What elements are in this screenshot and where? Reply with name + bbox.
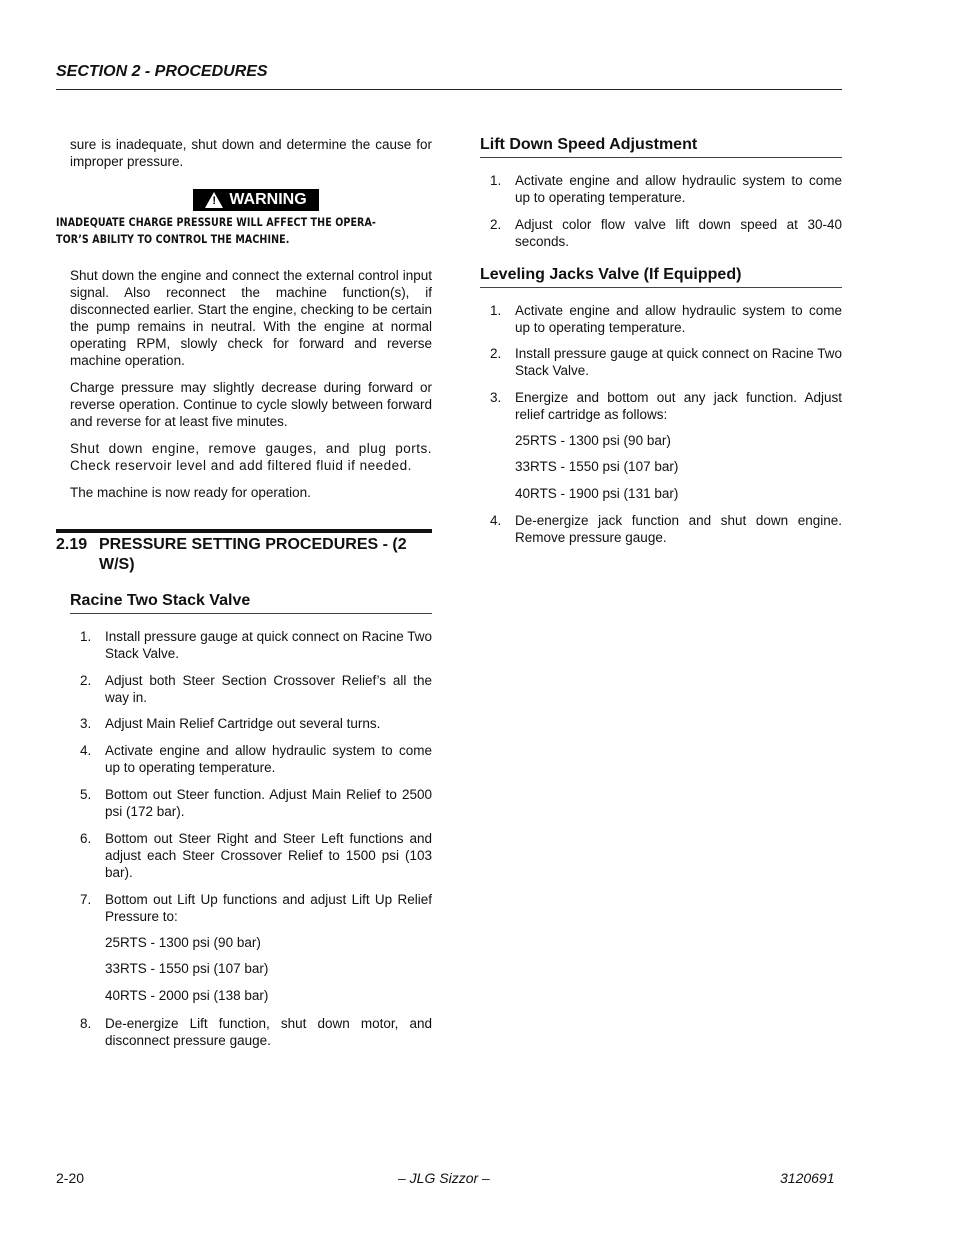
list-item: 4. De-energize jack function and shut down engine. Remove pressure gauge. <box>490 513 842 545</box>
section-header: SECTION 2 - PROCEDURES <box>56 63 842 90</box>
pressure-value: 33RTS - 1550 psi (107 bar) <box>105 961 269 976</box>
list-item: 3. Energize and bottom out any jack function. Adjust relief cartridge as follows: <box>490 390 842 422</box>
list-item: 1. Activate engine and allow hydraulic system to come up to operating temperature. <box>490 173 842 205</box>
list-item: 1. Activate engine and allow hydraulic system to come up to operating temperature. <box>490 303 842 335</box>
list-item: 7. Bottom out Lift Up functions and adjust Lift Up Relief Pressure to: <box>80 892 432 924</box>
pressure-value: 33RTS - 1550 psi (107 bar) <box>515 459 679 474</box>
footer-title: – JLG Sizzor – <box>398 1170 490 1186</box>
list-item: 1. Install pressure gauge at quick connect on Racine Two Stack Valve. <box>80 629 432 661</box>
warning-label: WARNING <box>229 191 307 208</box>
section-title-line2: W/S) <box>99 556 135 573</box>
paragraph-shutdown: Shut down the engine and connect the external control input signal. Also reconnect the machine function(s), if disconnected earlier. Start the engine, checking to be certain the pump remains in neutral. With the engine at normal operating RPM, slowly check for forward and reverse machine operation. <box>70 268 432 368</box>
leveling-jacks-heading: Leveling Jacks Valve (If Equipped) <box>480 266 842 288</box>
list-item: 2. Adjust color flow valve lift down speed at 30-40 seconds. <box>490 217 842 249</box>
intro-paragraph: sure is inadequate, shut down and determine the cause for improper pressure. <box>70 137 432 169</box>
list-item: 2. Adjust both Steer Section Crossover Relief’s all the way in. <box>80 673 432 705</box>
page-number: 2-20 <box>56 1170 85 1186</box>
pressure-value: 40RTS - 2000 psi (138 bar) <box>105 988 269 1003</box>
warning-text: INADEQUATE CHARGE PRESSURE WILL AFFECT THE OPERA-TOR’S ABILITY TO CONTROL THE MACHINE. <box>56 215 376 246</box>
list-item: 6. Bottom out Steer Right and Steer Left functions and adjust each Steer Crossover Relief to 1500 psi (103 bar). <box>80 831 432 880</box>
section-number: 2.19 <box>56 536 88 553</box>
pressure-value: 40RTS - 1900 psi (131 bar) <box>515 486 679 501</box>
warning-badge <box>193 189 319 211</box>
list-item: 3. Adjust Main Relief Cartridge out several turns. <box>80 716 381 731</box>
pressure-value: 25RTS - 1300 psi (90 bar) <box>515 433 671 448</box>
list-item: 2. Install pressure gauge at quick connect on Racine Two Stack Valve. <box>490 346 842 378</box>
section-title <box>56 535 432 575</box>
pressure-value: 25RTS - 1300 psi (90 bar) <box>105 935 261 950</box>
list-item: 8. De-energize Lift function, shut down motor, and disconnect pressure gauge. <box>80 1016 432 1048</box>
paragraph-remove-gauges: Shut down engine, remove gauges, and plug ports. Check reservoir level and add filtered fluid if needed. <box>70 441 432 473</box>
list-item: 4. Activate engine and allow hydraulic system to come up to operating temperature. <box>80 743 432 775</box>
document-number: 3120691 <box>780 1170 835 1186</box>
paragraph-charge-pressure: Charge pressure may slightly decrease during forward or reverse operation. Continue to cycle slowly between forward and reverse for at least five minutes. <box>70 380 432 429</box>
section-rule <box>56 529 432 533</box>
section-title-line1: PRESSURE SETTING PROCEDURES - (2 <box>99 536 407 553</box>
list-item: 5. Bottom out Steer function. Adjust Main Relief to 2500 psi (172 bar). <box>80 787 432 819</box>
lift-down-heading: Lift Down Speed Adjustment <box>480 136 842 158</box>
warning-icon: ! <box>205 192 223 208</box>
racine-heading: Racine Two Stack Valve <box>70 592 432 614</box>
paragraph-ready: The machine is now ready for operation. <box>70 485 311 500</box>
